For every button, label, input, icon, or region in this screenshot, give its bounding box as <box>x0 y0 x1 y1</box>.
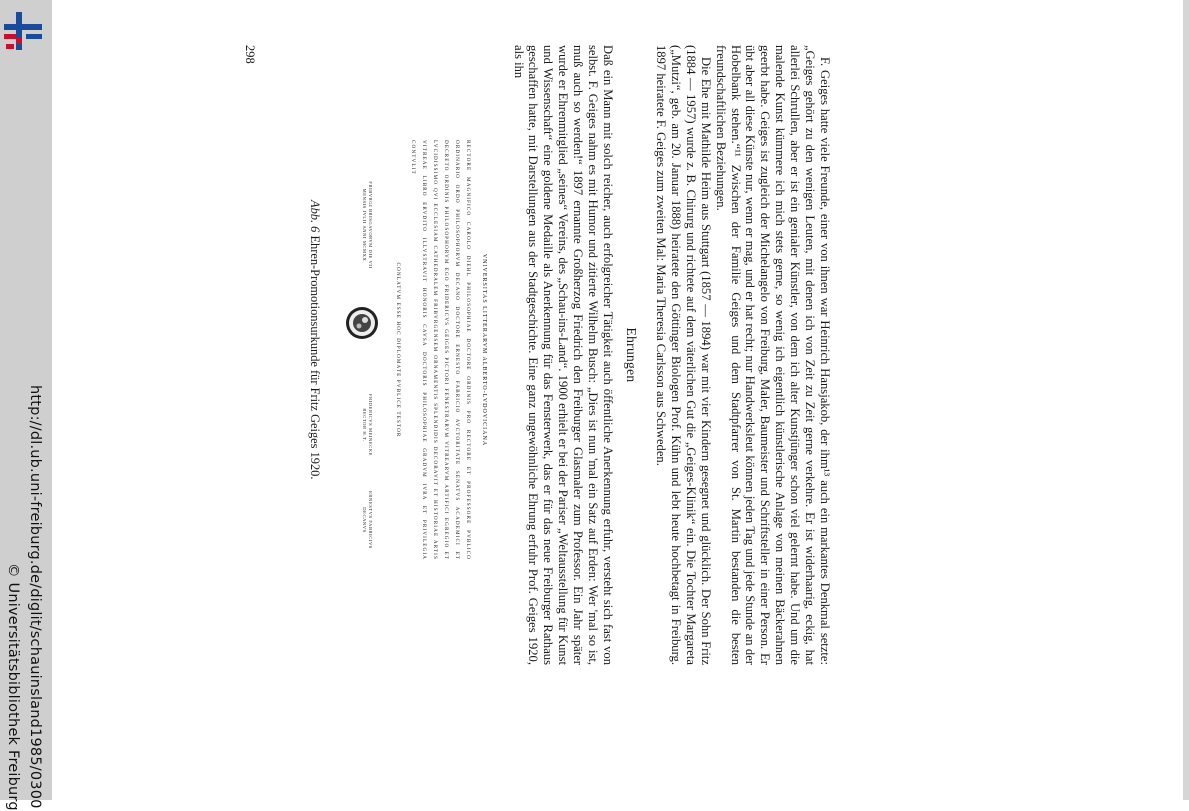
text-block-top <box>653 45 832 665</box>
viewer-sidebar <box>0 0 52 811</box>
scanned-page <box>243 45 832 665</box>
certificate-figure <box>337 140 487 560</box>
university-seal-icon <box>345 300 379 346</box>
certificate-dean-signature: ERNESTVS FABRICIVS DECANVS <box>362 491 373 549</box>
certificate-signatures <box>339 140 379 560</box>
certificate-attestation: CONLATVM ESSE HOC DIPLOMATE PVBLICE TESTOR <box>395 262 401 438</box>
copyright-caption: © Universitätsbibliothek Freiburg <box>5 563 21 811</box>
text-block-bottom <box>511 45 615 665</box>
section-heading: Ehrungen <box>624 327 639 383</box>
page-edge-scrollbar[interactable] <box>1183 0 1189 800</box>
page-number: 298 <box>243 45 257 64</box>
university-freiburg-logo-icon[interactable] <box>2 10 48 52</box>
paragraph-honours: Daß ein Mann mit solch reicher, auch erfolgreicher Tätigkeit auch öffentliche Anerkennung erfuhr, versteht sich fast von selbst. F. Geiges nahm es mit Humor und zitierte Wilhelm Busch: „Dies ist nun 'mal ein Satz auf Erden: Wer 'mal so ist, muß auch so werden!“ 1897 ernannte Großherzog Friedrich den Freiburger Glasmaler zum Professor. Ein Jahr später wurde er Ehrenmitglied „seines“ Vereins, des „Schau-ins-Land“. 1900 erhielt er bei der Pariser „Weltausstellung für Kunst und Wissenschaft“ eine goldene Medaille als Anerkennung für das Fensterwerk, das er für das neue Freiburger Rathaus geschaffen hatte, mit Darstellungen aus der Stadtgeschichte. Eine ganz ungewöhnliche Ehrung erfuhr Prof. Geiges 1920, als ihn <box>511 45 615 665</box>
source-url-caption[interactable]: http://dl.ub.uni-freiburg.de/diglit/schauinsland1985/0300 <box>27 385 43 809</box>
certificate-body: RECTORE MAGNIFICO CAROLO DIEHL PHILOSOPHIAE DOCTORE ORDINIS PRO RECTORE ET PROFESSORE PVBLICO ORDINARIO ORDO PHILOSOPHORVM DECANO DOCTORE ERNESTO FABRICIO AVCTORITATE SENATVS ACADEMICI ET DECRETO ORDINIS PHILOSOPHORVM EGO FRIDERICVS GEIGES PICTORI FENESTRARVM VITREARVM ARTIFICI EGREGIO ET LVCIDISSIMO QVI ECCLESIAM CATHEDRALEM FRIBVRGENSEM ORNAMENTIS SPLENDIDIS DECORAVIT ET HISTORIAE ARTIS VITREAE LIBRO ERVDITO ILLVSTRAVIT HONORIS CAVSA DOCTORIS PHILOSOPHIAE GRADVM IVRA ET PRIVILEGIA CONTVLIT <box>410 140 471 560</box>
certificate-place-date: FRIBVRGI BRISGAVORVM DIE VII MENSIS IVLII ANNI MCMXX <box>362 181 373 269</box>
figure-caption <box>307 200 322 479</box>
certificate-header: VNIVERSITAS LITTERARVM ALBERTO-LVDOVICIANA <box>481 253 487 447</box>
figure-caption-text: Ehren-Promotionsurkunde für Fritz Geiges 1920. <box>308 235 322 480</box>
paragraph-marriage: Die Ehe mit Mathilde Heim aus Stuttgart (1857 — 1894) war mit vier Kindern gesegnet und glücklich. Der Sohn Fritz (1884 — 1957) wurde z. B. Chirurg und richtete auf dem väterlichen Gut die „Geiges-Klinik“ ein. Die Tochter Margareta („Mutzi“, geb. am 20. Januar 1888) heiratete den Göttinger Biologen Prof. Kühn und lebt heute hochbetagt in Freiburg. 1897 heiratete F. Geiges zum zweiten Mal: Maria Theresia Carlsson aus Schweden. <box>654 45 713 665</box>
certificate-rector-signature: FRIDERICVS MEINECKE RECTOR H.T. <box>362 393 373 457</box>
paragraph-friends: F. Geiges hatte viele Freunde, einer von ihnen war Heinrich Hansjakob, der ihm¹³ auch ein markantes Denkmal setzte: „Geiges gehört zu den wenigen Leuten, mit denen ich von Zeit zu Zeit gerne verkehre. Er ist widerhaarig, eckig, hat allerlei Schrullen, aber er ist ein genialer Künstler, von dem ich alter Kunstjünger schon viel gelernt habe. Und um die malende Kunst kümmere ich mich stets gerne, so wenig ich eigentlich künstlerische Anlage von meinen Bäckerahnen geerbt habe. Geiges ist zugleich der Michelangelo von Freiburg, Maler, Baumeister und Schriftsteller in einer Person. Er übt aber all diese Künste nur, wenn er mag, und er hat recht; nur Handwerksleut können jeden Tag und jede Stunde an der Hobelbank stehen.“¹¹ Zwischen der Familie Geiges und dem Stadtpfarrer von St. Martin bestanden die besten freundschaftlichen Beziehungen. <box>713 45 832 665</box>
figure-caption-label: Abb. 6 <box>308 200 322 233</box>
